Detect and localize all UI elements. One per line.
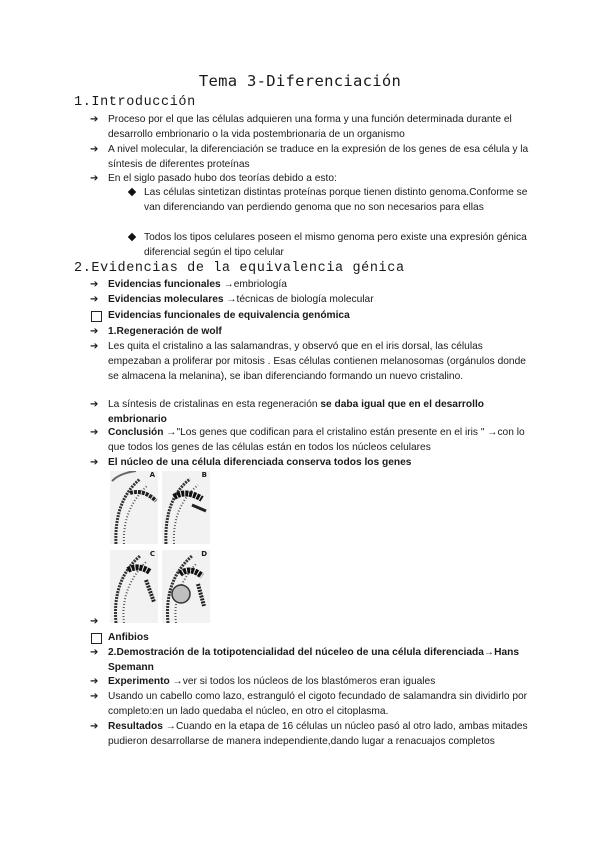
arrow-bullet-icon: ➔ [90,676,99,687]
sub-list-item: Las células sintetizan distintas proteínas porque tienen distinto genoma.Conforme se van diferenciando van perdiendo genoma que no son necesarios para ellas [128,185,536,215]
arrow-bullet-icon: ➔ [90,399,99,410]
list-item: ➔ 1.Regeneración de wolf [90,326,222,337]
micrograph-panel-d: D [162,550,210,623]
arrow-bullet-icon: ➔ [90,144,99,155]
diamond-bullet-icon [128,233,136,241]
micrograph-panel-a: A [110,471,158,544]
arrow-bullet-icon: ➔ [90,457,99,468]
arrow-bullet-icon: ➔ [90,326,99,337]
list-item: ➔ Les quita el cristalino a las salamandras, y observó que en el iris dorsal, las células empezaban a proliferar por mitosis . Esas células contienen melanosomas (orgánulos donde se almacena la melanina), se iban diferenciando formando un nuevo cristalino. [90,341,526,382]
arrow-bullet-icon: ➔ [90,341,99,352]
checkbox-icon [91,311,102,322]
list-item: ➔ A nivel molecular, la diferenciación se traduce en la expresión de los genes de esa célula y la síntesis de diferentes proteínas [90,144,529,170]
arrow-bullet-icon: ➔ [90,114,99,125]
checklist-item: Evidencias funcionales de equivalencia genómica [90,308,530,323]
list-item: ➔ Resultados →Cuando en la etapa de 16 células un núcleo pasó al otro lado, ambas mitades pudieron desarrollarse de manera independiente,dando lugar a renacuajos completos [90,721,528,747]
arrow-bullet-icon: ➔ [90,691,99,702]
checklist-item: Anfibios [90,630,530,645]
list-item: ➔ La síntesis de cristalinas en esta regeneración se daba igual que en el desarrollo embrionario [90,399,484,425]
list-item: ➔ El núcleo de una célula diferenciada conserva todos los genes [90,457,412,468]
list-item: ➔ Usando un cabello como lazo, estranguló el cigoto fecundado de salamandra sin dividirlo por completo:en un lado quedaba el núcleo, en otro el citoplasma. [90,691,528,717]
diamond-bullet-icon [128,188,136,196]
list-item: ➔ Conclusión →"Los genes que codifican para el cristalino están presente en el iris " →con lo que todos los genes de las células están en todos los núcleos celulares [90,427,525,453]
list-item: ➔ Experimento →ver si todos los núcleos de los blastómeros eran iguales [90,676,436,687]
list-item: ➔ En el siglo pasado hubo dos teorías debido a esto: [90,173,337,184]
list-item: ➔ Evidencias moleculares →técnicas de biología molecular [90,294,374,305]
list-item: ➔ Evidencias funcionales →embriología [90,279,287,290]
arrow-bullet-icon: ➔ [90,173,99,184]
arrow-bullet-icon: ➔ [90,647,99,658]
arrow-bullet-icon: ➔ [90,427,99,438]
section-heading-evidencias: 2.Evidencias de la equivalencia génica [74,261,405,276]
arrow-bullet-icon: ➔ [90,721,99,732]
arrow-bullet-icon: ➔ [90,616,99,627]
arrow-bullet-icon: ➔ [90,279,99,290]
list-item: ➔ 2.Demostración de la totipotencialidad del núceleo de una célula diferenciada→Hans Spemann [90,647,520,673]
page-title: Tema 3-Diferenciación [198,72,402,90]
micrograph-panel-c: C [110,550,158,623]
micrograph-panel-b: B [162,471,210,544]
section-heading-introduccion: 1.Introducción [74,95,196,110]
arrow-bullet-icon: ➔ [90,294,99,305]
list-item: ➔ Proceso por el que las células adquieren una forma y una función determinada durante el desarrollo embrionario o la vida postembrionaria de un organismo [90,114,512,140]
sub-list-item: Todos los tipos celulares poseen el mismo genoma pero existe una expresión génica diferencial según el tipo celular [128,230,536,260]
checkbox-icon [91,633,102,644]
